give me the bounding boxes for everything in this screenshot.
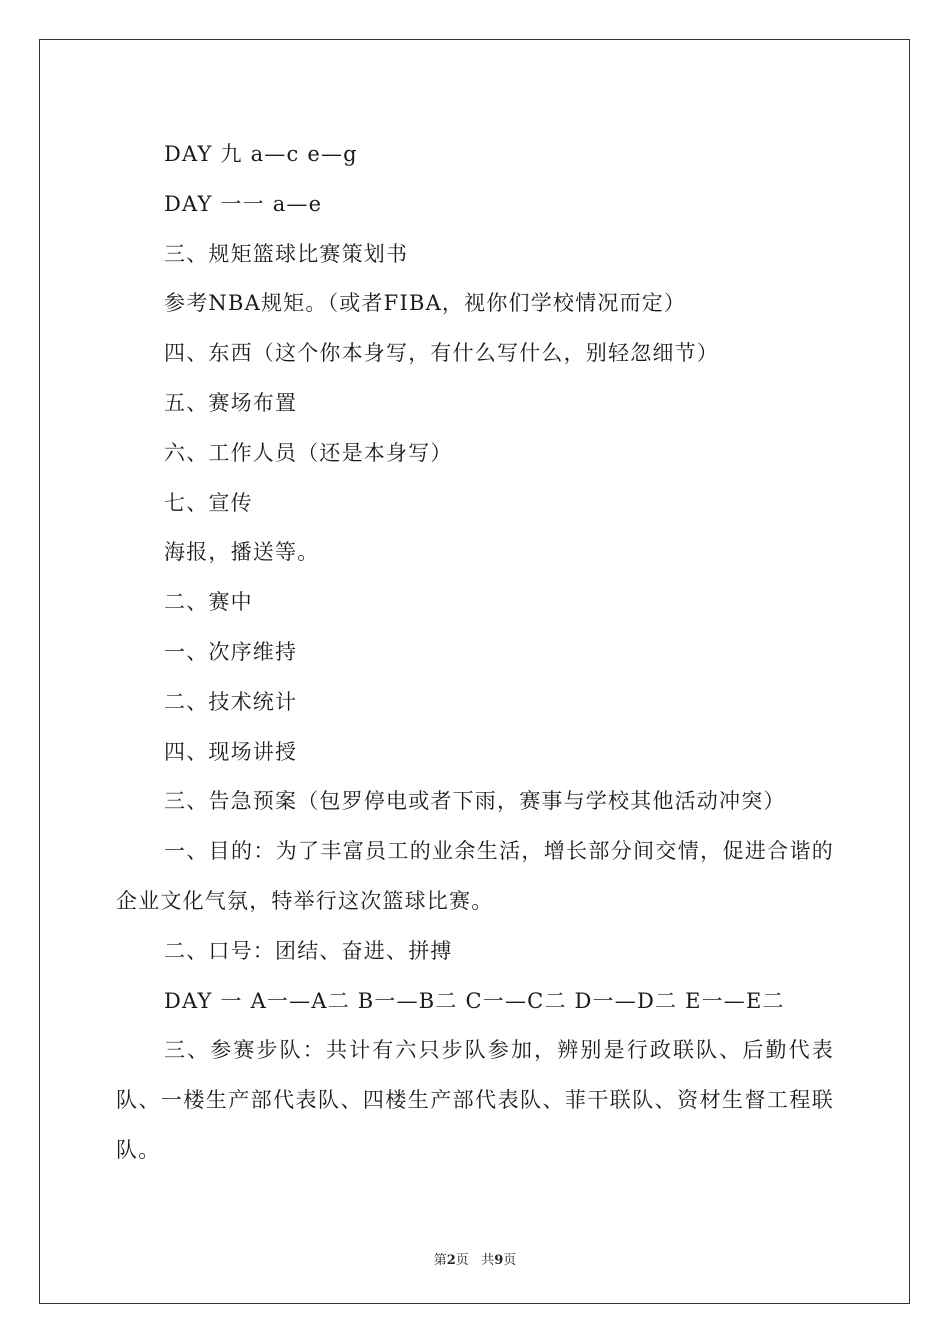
paragraph: DAY 一 A一—A二 B一—B二 C一—C二 D一—D二 E一—E二 [164,988,785,1013]
page-current: 2 [446,1253,456,1268]
page-total: 9 [494,1253,504,1268]
paragraph: 三、告急预案（包罗停电或者下雨，赛事与学校其他活动冲突） [164,789,786,814]
paragraph: 三、参赛步队：共计有六只步队参加，辨别是行政联队、后勤代表队、一楼生产部代表队、四楼生产部代表队、菲干联队、资材生督工程联队。 [116,1038,834,1162]
paragraph: 二、口号：团结、奋进、拼搏 [164,938,453,963]
paragraph: DAY 一一 a—e [164,191,323,216]
paragraph: 三、规矩篮球比赛策划书 [164,241,409,266]
paragraph: 五、赛场布置 [164,390,298,415]
page-label-prefix: 第 [433,1253,447,1268]
paragraph: 六、工作人员（还是本身写） [164,440,453,465]
paragraph: 海报，播送等。 [164,540,320,565]
page-number-footer [0,1249,950,1268]
paragraph: DAY 九 a—c e—g [164,142,358,166]
page-label-suffix: 页 [503,1253,517,1268]
paragraph: 一、目的：为了丰富员工的业余生活，增长部分间交情，促进合谐的企业文化气氛，特举行这次篮球比赛。 [116,839,834,913]
paragraph: 二、赛中 [164,590,253,615]
paragraph: 二、技术统计 [164,689,298,714]
document-body [116,130,834,1176]
paragraph: 四、东西（这个你本身写，有什么写什么，别轻忽细节） [164,341,719,366]
paragraph: 一、次序维持 [164,639,298,664]
paragraph: 七、宣传 [164,490,253,515]
page-label-mid: 页 共 [455,1253,495,1268]
paragraph: 四、现场讲授 [164,739,298,764]
paragraph: 参考NBA规矩。（或者FIBA，视你们学校情况而定） [164,291,687,316]
